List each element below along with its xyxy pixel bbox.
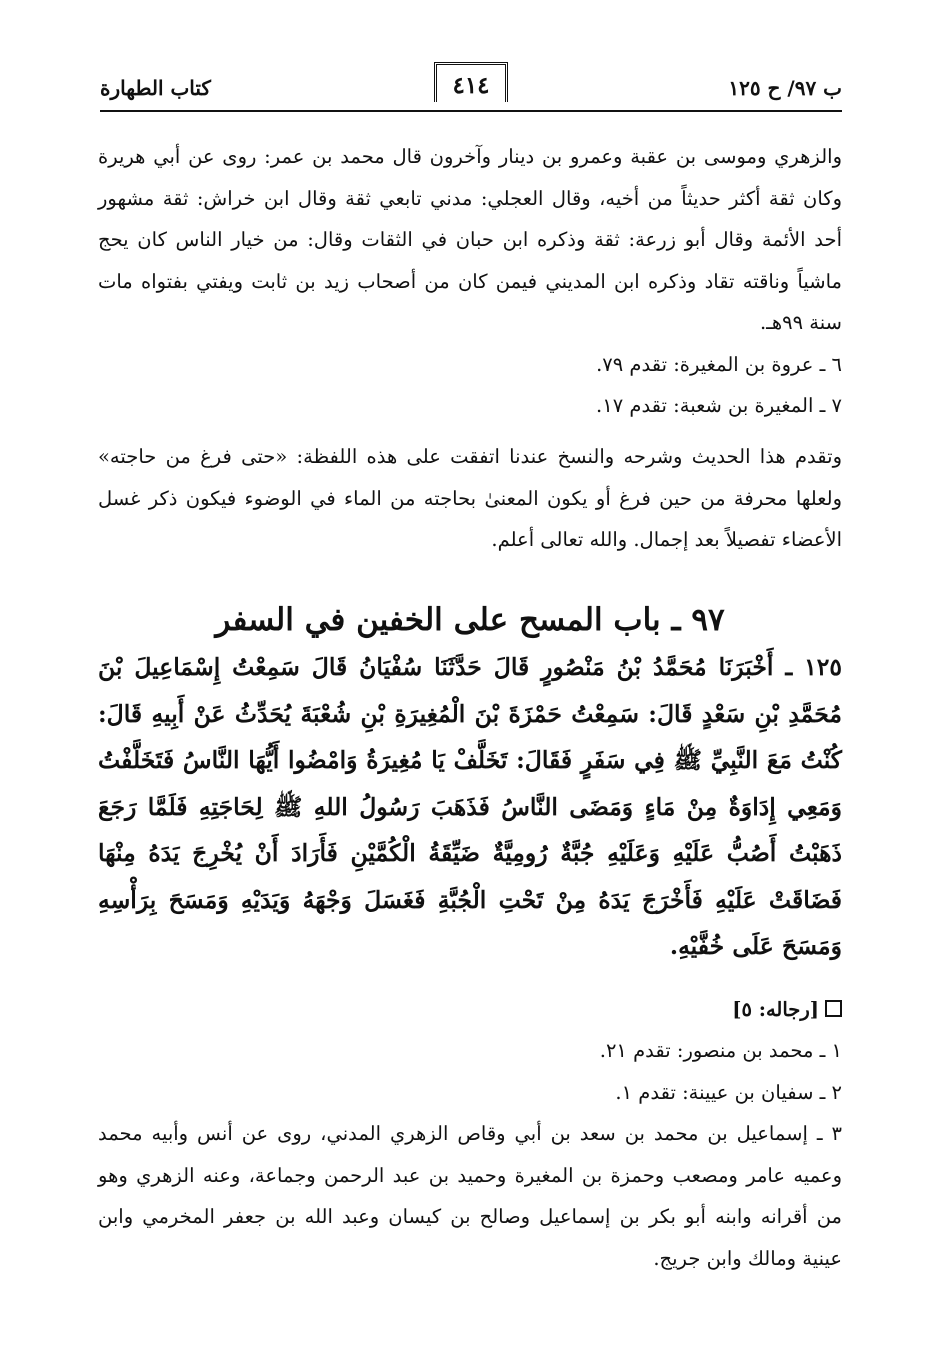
narrators-heading [732, 992, 842, 1028]
square-bullet-icon [825, 1000, 842, 1017]
hadith-text: ١٢٥ ـ أَخْبَرَنَا مُحَمَّدُ بْنُ مَنْصُورٍ قَالَ حَدَّثَنَا سُفْيَانُ قَالَ سَمِعْتُ إِسْمَاعِيلَ بْنَ مُحَمَّدِ بْنِ سَعْدٍ قَالَ: سَمِعْتُ حَمْزَةَ بْنَ الْمُغِيرَةِ بْنِ شُعْبَةَ يُحَدِّثُ عَنْ أَبِيهِ قَالَ: كُنْتُ مَعَ النَّبِيِّ ﷺ فِي سَفَرٍ فَقَالَ: تَخَلَّفْ يَا مُغِيرَةُ وَامْضُوا أَيُّهَا النَّاسُ فَتَخَلَّفْتُ وَمَعِي إِدَاوَةٌ مِنْ مَاءٍ وَمَضَى النَّاسُ فَذَهَبَ رَسُولُ اللهِ ﷺ لِحَاجَتِهِ فَلَمَّا رَجَعَ ذَهَبْتُ أَصُبُّ عَلَيْهِ وَعَلَيْهِ جُبَّةٌ رُومِيَّةٌ ضَيِّقَةُ الْكُمَّيْنِ فَأَرَادَ أَنْ يُخْرِجَ يَدَهُ مِنْهَا فَضَاقَتْ عَلَيْهِ فَأَخْرَجَ يَدَهُ مِنْ تَحْتِ الْجُبَّةِ فَغَسَلَ وَجْهَهُ وَيَدَيْهِ وَمَسَحَ بِرَأْسِهِ وَمَسَحَ عَلَى خُفَّيْهِ. [98, 653, 842, 960]
paragraph: وتقدم هذا الحديث وشرحه والنسخ عندنا اتفقت على هذه اللفظة: «حتى فرغ من حاجته» ولعلها محرفة من حين فرغ أو يكون المعنىٰ بحاجته من الماء في الوضوء فيكون ذكر غسل الأعضاء تفصيلاً بعد إجمال. والله تعالى أعلم. [98, 445, 842, 551]
narrator-entry: ٦ ـ عروة بن المغيرة: تقدم ٧٩. [596, 352, 842, 376]
narrator-entry: ٧ ـ المغيرة بن شعبة: تقدم ١٧. [596, 394, 842, 417]
page-number: ٤١٤ [434, 62, 508, 102]
hadith-reference: ب ٩٧/ ح ١٢٥ [728, 76, 842, 100]
narrator-entry: ١ ـ محمد بن منصور: تقدم ٢١. [599, 1039, 842, 1062]
narrators-list [98, 1030, 842, 1279]
book-title: كتاب الطهارة [100, 76, 211, 100]
chapter-title: ٩٧ ـ باب المسح على الخفين في السفر [215, 602, 725, 638]
biography-continuation [98, 136, 842, 427]
commentary-note [98, 436, 842, 561]
narrators-heading-label: [رجاله: ٥] [732, 998, 819, 1021]
narrator-entry: ٢ ـ سفيان بن عيينة: تقدم ١. [615, 1080, 842, 1104]
paragraph: والزهري وموسى بن عقبة وعمرو بن دينار وآخرون قال محمد بن عمر: روى عن أبي هريرة وكان ثقة أكثر حديثاً من أخيه، وقال العجلي: مدني تابعي ثقة وقال ابن خراش: ثقة مشهور أحد الأئمة وقال أبو زرعة: ثقة وذكره ابن حبان في الثقات وقال: من خيار الناس كان يحج ماشياً وناقته تقاد وذكره ابن المديني فيمن كان من أصحاب زيد بن ثابت ويفتي بفتواه مات سنة ٩٩هـ. [98, 145, 842, 334]
running-header [100, 70, 842, 112]
narrator-biography: ٣ ـ إسماعيل بن محمد بن سعد بن أبي وقاص الزهري المدني، روى عن أنس وأبيه محمد وعميه عامر ومصعب وحمزة بن المغيرة وحميد بن عبد الرحمن وجماعة، وعنه الزهري وهو من أقرانه وابنه أبو بكر بن إسماعيل وصالح بن كيسان وعبد الله بن جعفر المخرمي وابن عينية ومالك وابن جريج. [98, 1122, 842, 1270]
